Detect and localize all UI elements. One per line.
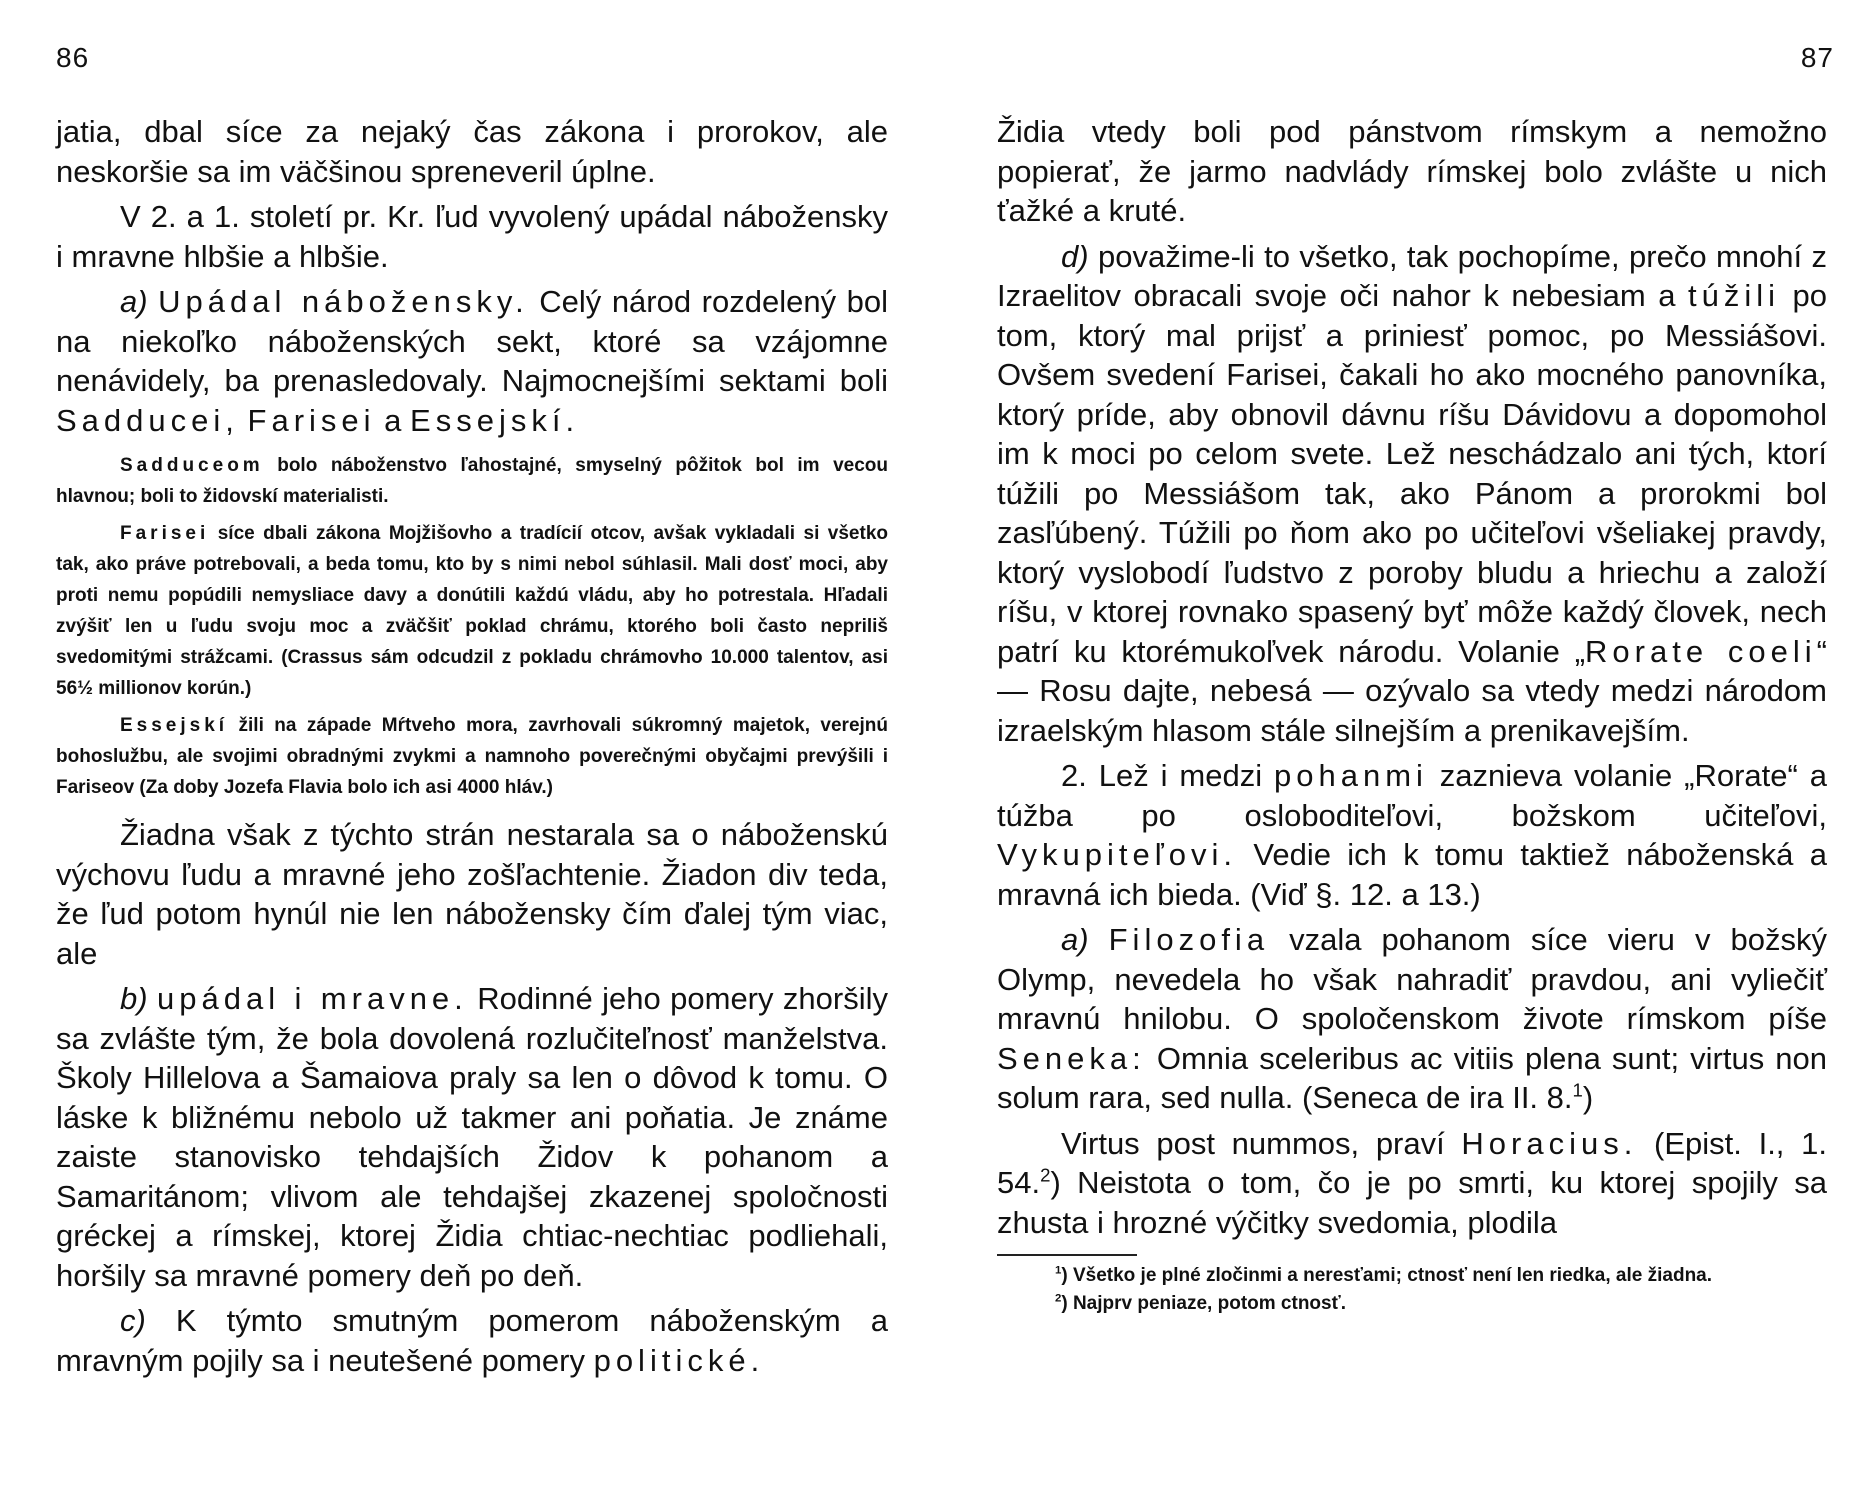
paragraph-horace xyxy=(997,1124,1827,1243)
page-number: 86 xyxy=(56,42,90,73)
spaced-heading: upádal i mravne. xyxy=(157,981,468,1016)
paragraph-roman-rule xyxy=(997,112,1827,231)
spaced-word: túžili xyxy=(1687,278,1780,313)
paragraph-moral-decline xyxy=(56,979,888,1295)
paragraph-century xyxy=(56,197,888,276)
paragraph-pagans xyxy=(997,756,1827,914)
spaced-word: Vykupiteľovi. xyxy=(997,837,1238,872)
footnote-1 xyxy=(997,1262,1827,1290)
footnote-marker: 1 xyxy=(1572,1079,1583,1101)
paragraph-text: Celý národ rozdelený bol na niekoľko náboženských sekt, ktoré sa vzájomne nenávidely, ba prenasledovaly. Najmocnejšími sektami boli xyxy=(56,284,888,398)
footnote-marker: 2 xyxy=(1040,1164,1051,1186)
footnote-marker: 2 xyxy=(1055,1292,1062,1305)
footnote-marker: 1 xyxy=(1055,1264,1062,1277)
page-number: 87 xyxy=(1800,42,1834,73)
paragraph-text: Vedie ich k tomu taktiež náboženská a mravná ich bieda. (Viď §. 12. a 13.) xyxy=(997,837,1827,912)
sect-name: Farisei xyxy=(120,523,210,544)
paragraph-text: V 2. a 1. století pr. Kr. ľud vyvolený upádal nábožensky i mravne hlbšie a hlbšie. xyxy=(56,199,888,274)
note-sadducees xyxy=(56,450,888,512)
paragraph-messiah xyxy=(997,237,1827,751)
paragraph-text: ) Neistota o tom, čo je po smrti, ku ktorej spojily sa zhusta i hrozné výčitky svedomia, plodila xyxy=(997,1165,1827,1240)
right-page xyxy=(937,0,1874,1500)
footnote-text: ) Najprv peniaze, potom ctnosť. xyxy=(1061,1293,1346,1314)
paragraph-text: vzala pohanom síce vieru v božský Olymp, nevedela ho však nahradiť pravdou, ani vyliečiť mravnú hnilobu. O spoločenskom živote rímskom píše xyxy=(997,922,1827,1036)
footnote-text: ) Všetko je plné zločinmi a neresťami; ctnosť není len riedka, ale žiadna. xyxy=(1061,1265,1713,1286)
sect-name: Sadducei, xyxy=(56,402,239,438)
note-pharisees xyxy=(56,518,888,704)
paragraph-no-care xyxy=(56,815,888,973)
item-label: a) xyxy=(1061,922,1089,957)
paragraph-text: po tom, ktorý mal prijsť a priniesť pomoc, po Messiášovi. Ovšem svedení Farisei, čakali ho ako mocného panovníka, ktorý príde, aby obnovil dávnu ríšu Dávidovu a dopomohol im k moci po celom svete. Lež neschádzalo ani tých, ktorí túžili po Messiášom tak, ako Pánom a prorokmi bol zasľúbený. Túžili po ňom ako po učiteľovi všeliakej pravdy, ktorý vyslobodí ľudstvo z poroby bludu a hriechu a založí ríšu, v ktorej rovnako spasený byť môže každý človek, nech patrí ku ktorémukoľvek národu. Volanie „ xyxy=(997,278,1827,669)
sect-name: Sadduceom xyxy=(120,455,264,476)
note-essenes xyxy=(56,710,888,803)
paragraph-text: Židia vtedy boli pod pánstvom rímskym a nemožno popierať, že jarmo nadvlády rímskej bolo zvlášte u nich ťažké a kruté. xyxy=(997,114,1827,228)
text-column xyxy=(997,112,1827,1318)
note-text: síce dbali zákona Mojžišovho a tradícií otcov, avšak vykladali si všetko tak, ako práve potrebovali, a beda tomu, kto by s nimi nebol súhlasil. Mali dosť moci, aby proti nemu popúdili nemysliace davy a donútili každú vládu, aby ho potrestala. Hľadali zvýšiť len u ľudu svoju moc a zväčšiť poklad chrámu, ktorého boli často nepriliš svedomitými strážcami. (Crassus sám odcudzil z pokladu chrámovho 10.000 talentov, asi 56½ millionov korún.) xyxy=(56,523,889,699)
spaced-word: Horacius. xyxy=(1461,1125,1638,1161)
paragraph-text: jatia, dbal síce za nejaký čas zákona i prorokov, ale neskoršie sa im väčšinou spreneveril úplne. xyxy=(56,114,888,189)
spaced-word: Seneka: xyxy=(997,1040,1146,1076)
paragraph-text: (Epist. I., 1. 54. xyxy=(997,1125,1827,1200)
paragraph-text: ) xyxy=(1582,1080,1594,1115)
paragraph-text: zaznieva volanie „Rorate“ a túžba po osloboditeľovi, božskom učiteľovi, xyxy=(997,758,1827,833)
paragraph-text: K týmto smutným pomerom náboženským a mravným pojily sa i neutešené pomery xyxy=(56,1303,888,1378)
sect-name: Farisei xyxy=(247,402,376,438)
paragraph-intro xyxy=(56,112,888,191)
spaced-word: pohanmi xyxy=(1273,758,1428,793)
paragraph-text: Žiadna však z týchto strán nestarala sa o náboženskú výchovu ľudu a mravné jeho zošľachtenie. Žiadon div teda, že ľud potom hynúl nie len nábožensky čím ďalej tým viac, ale xyxy=(56,817,888,971)
spaced-word: Rorate coeli xyxy=(1585,633,1817,669)
text-column xyxy=(56,112,888,1386)
paragraph-text: Omnia sceleribus ac vitiis plena sunt; virtus non solum rara, sed nulla. (Seneca de ira II. 8. xyxy=(997,1040,1827,1115)
paragraph-text: a xyxy=(384,402,402,438)
footnote-2 xyxy=(997,1290,1827,1318)
sect-name: Essejskí. xyxy=(410,402,580,438)
note-text: žili na západe Mŕtveho mora, zavrhovali súkromný majetok, verejnú bohoslužbu, ale svojimi obradnými zvykmi a namnoho poverečnými obyčajmi prevýšili i Fariseov (Za doby Jozefa Flavia bolo ich asi 4000 hláv.) xyxy=(56,715,889,798)
item-label: c) xyxy=(120,1303,146,1338)
paragraph-text: “ — Rosu dajte, nebesá — ozývalo sa vtedy medzi národom izraelským hlasom stále silnejším a prenikavejším. xyxy=(997,633,1827,748)
item-label: b) xyxy=(120,981,148,1016)
paragraph-text: považime-li to všetko, tak pochopíme, prečo mnohí z Izraelitov obracali svoje oči nahor k nebesiam a xyxy=(997,238,1827,313)
sect-name: Essejskí xyxy=(120,715,229,736)
paragraph-political xyxy=(56,1301,888,1380)
paragraph-text: Virtus post nummos, praví xyxy=(1061,1125,1445,1161)
paragraph-philosophy xyxy=(997,920,1827,1118)
item-label: d) xyxy=(1061,238,1089,274)
paragraph-religious-decline xyxy=(56,282,888,440)
footnote-divider xyxy=(997,1254,1137,1256)
paragraph-text: Rodinné jeho pomery zhoršily sa zvlášte tým, že bola dovolená rozlučiteľnosť manželstva. Školy Hillelova a Šamaiova praly sa len o dôvod k tomu. O láske k bližnému nebolo už takmer ani poňatia. Je známe zaiste stanovisko tehdajších Židov k pohanom a Samaritánom; vlivom ale tehdajšej zkazenej spoločnosti gréckej a rímskej, ktorej Židia chtiac-nechtiac podliehali, horšily sa mravné pomery deň po deň. xyxy=(56,981,888,1293)
item-label: a) xyxy=(120,284,148,319)
paragraph-text: 2. Lež i medzi xyxy=(1061,758,1263,793)
spaced-heading: Upádal nábožensky. xyxy=(158,284,529,319)
note-text: bolo náboženstvo ľahostajné, smyselný pôžitok bol im vecou hlavnou; boli to židovskí materialisti. xyxy=(56,455,888,507)
spaced-word: Filozofia xyxy=(1108,922,1270,957)
spaced-heading: politické. xyxy=(593,1342,765,1378)
